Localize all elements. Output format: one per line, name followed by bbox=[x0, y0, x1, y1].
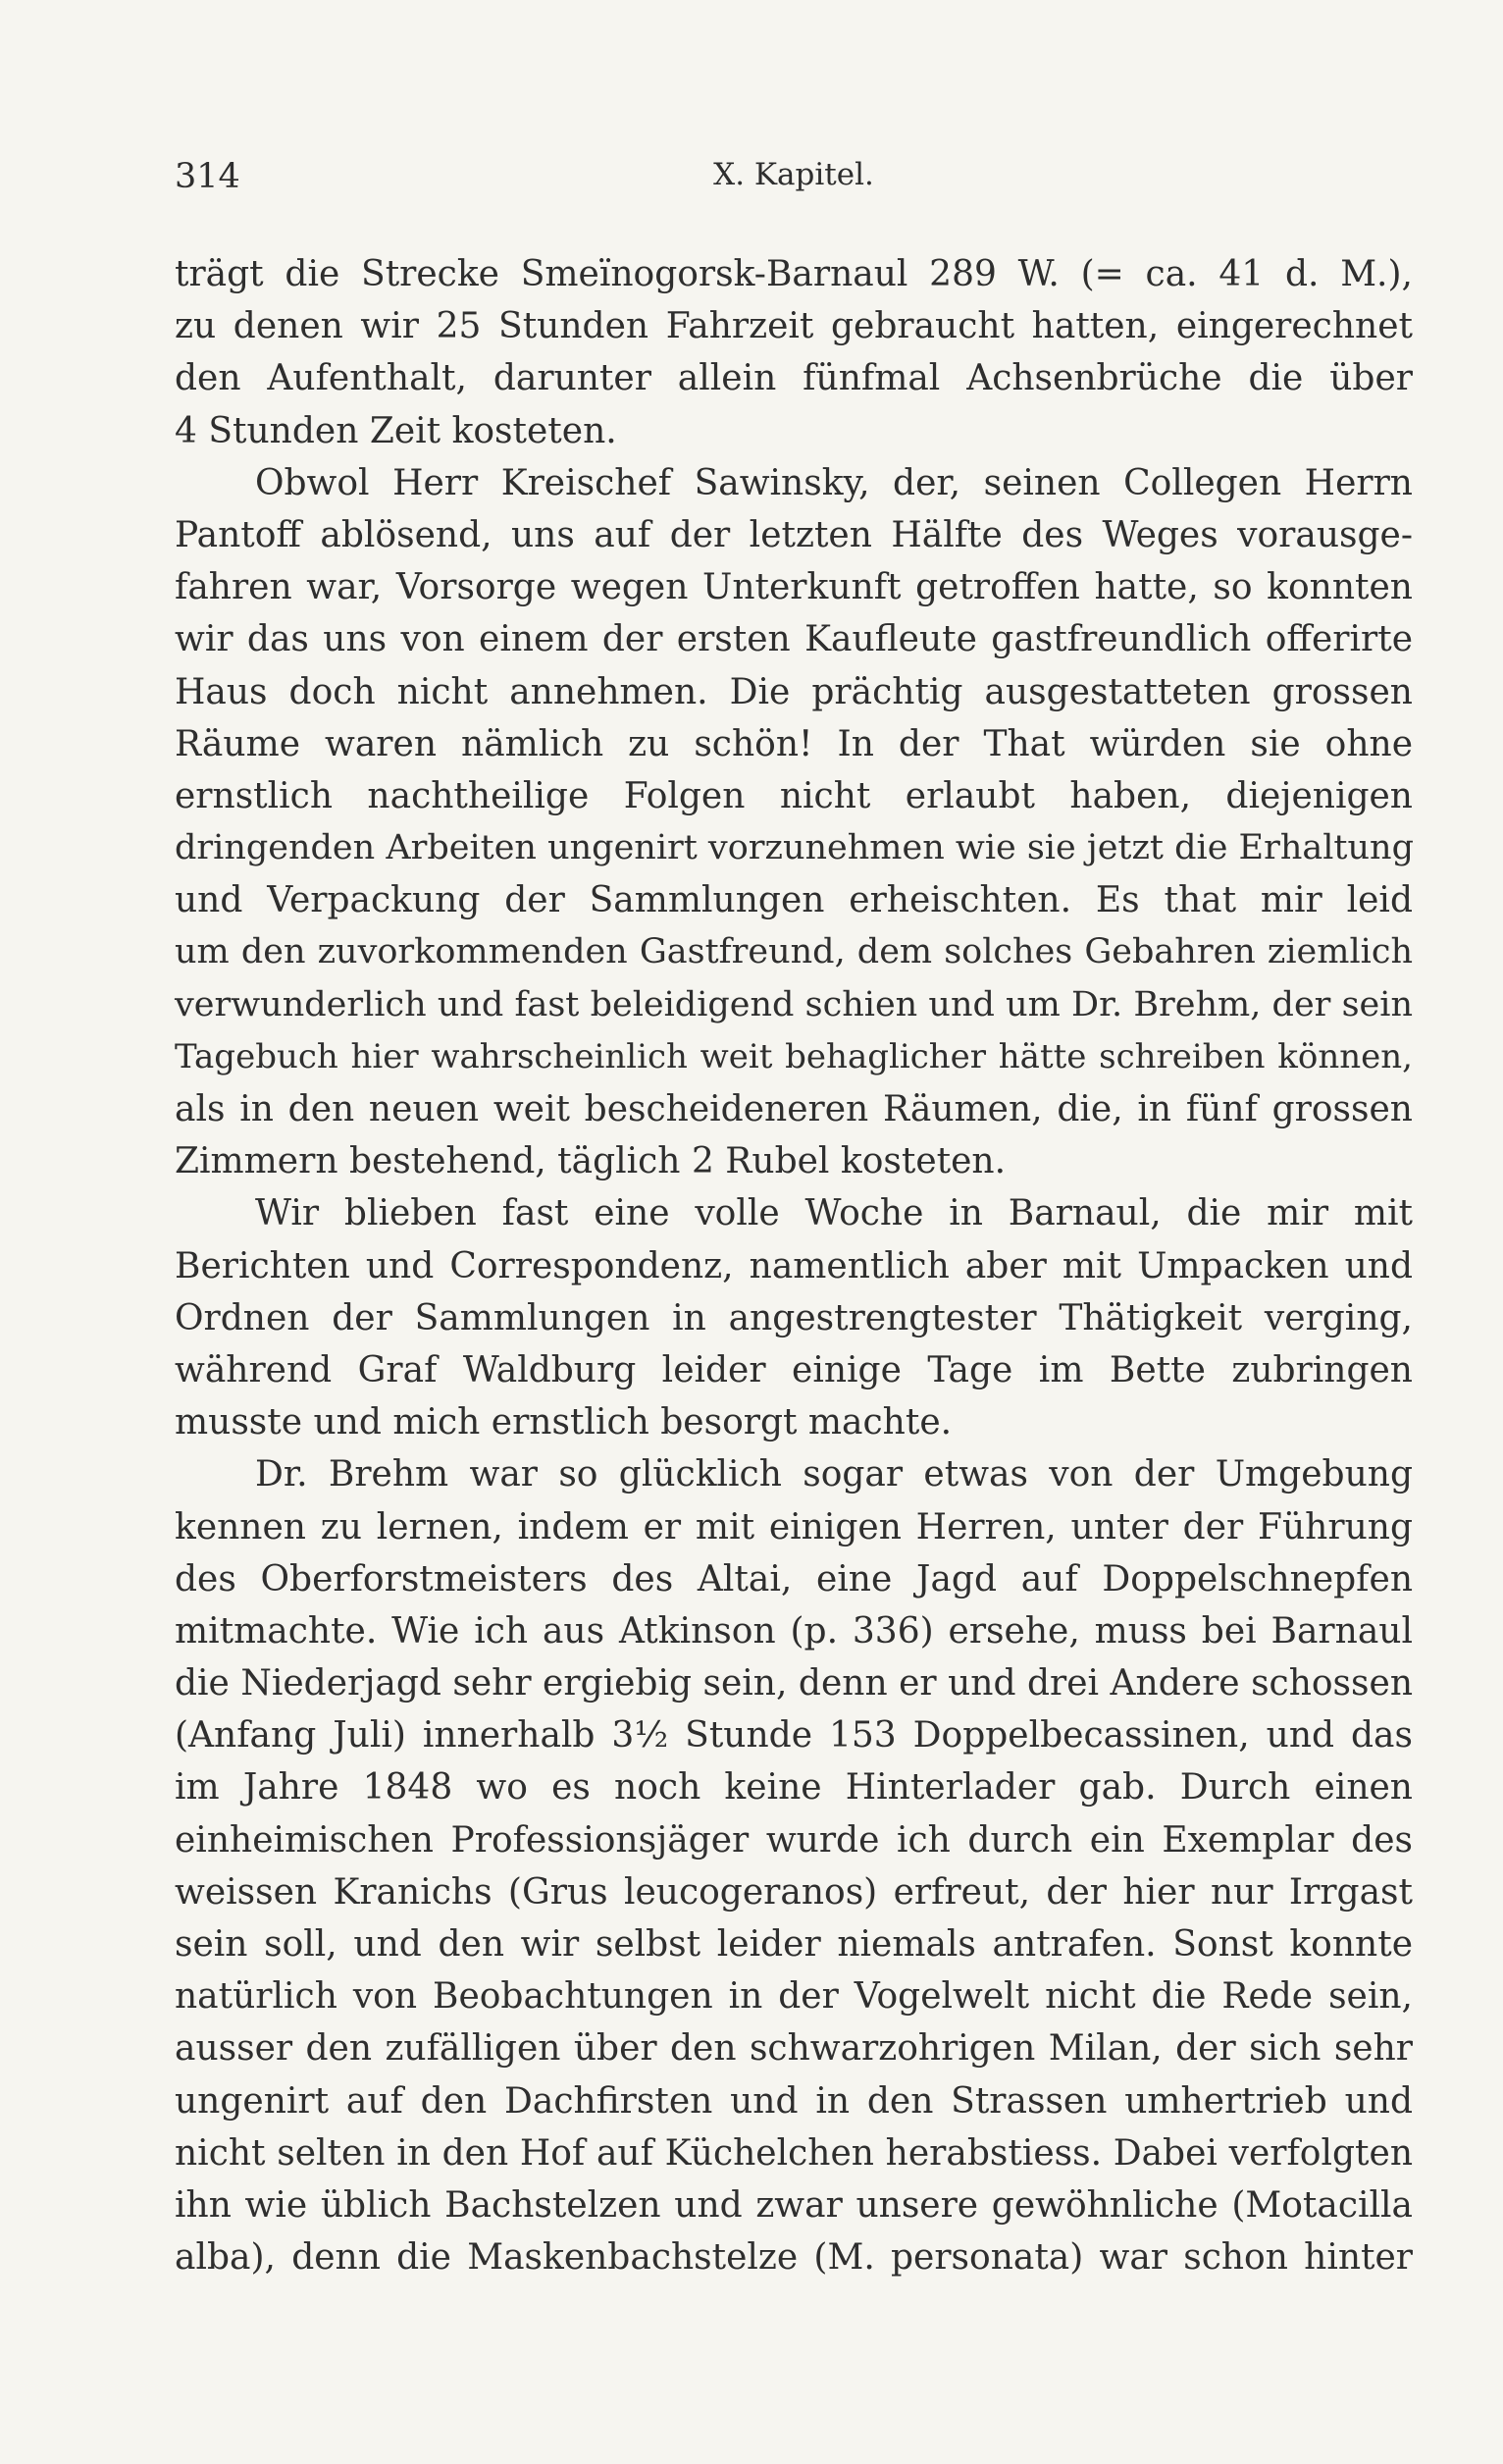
text-line: um den zuvorkommenden Gastfreund, dem solches Gebahren ziemlich bbox=[175, 932, 1413, 972]
text-line: den Aufenthalt, darunter allein fünfmal Achsenbrüche die über bbox=[175, 358, 1413, 399]
text-line: verwunderlich und fast beleidigend schien und um Dr. Brehm, der sein bbox=[175, 984, 1413, 1024]
text-line: weissen Kranichs (Grus leucogeranos) erfreut, der hier nur Irrgast bbox=[175, 1871, 1413, 1913]
text-line: Pantoff ablösend, uns auf der letzten Hälfte des Weges vorausge- bbox=[175, 514, 1413, 555]
text-line: Berichten und Correspondenz, namentlich aber mit Umpacken und bbox=[175, 1245, 1413, 1286]
text-line: als in den neuen weit bescheideneren Räumen, die, in fünf grossen bbox=[175, 1089, 1413, 1129]
text-line: natürlich von Beobachtungen in der Vogelwelt nicht die Rede sein, bbox=[175, 1976, 1413, 2018]
text-line: (Anfang Juli) innerhalb 3½ Stunde 153 Doppelbecassinen, und das bbox=[175, 1715, 1413, 1756]
text-line: fahren war, Vorsorge wegen Unterkunft getroffen hatte, so konnten bbox=[175, 567, 1413, 608]
text-line: Obwol Herr Kreischef Sawinsky, der, seinen Collegen Herrn bbox=[255, 462, 1413, 503]
text-line: ausser den zufälligen über den schwarzohrigen Milan, der sich sehr bbox=[175, 2028, 1413, 2070]
chapter-title: X. Kapitel. bbox=[713, 157, 874, 192]
text-line: während Graf Waldburg leider einige Tage im Bette zubringen bbox=[175, 1349, 1413, 1390]
text-line: Räume waren nämlich zu schön! In der That würden sie ohne bbox=[175, 723, 1413, 764]
text-line: Wir blieben fast eine volle Woche in Barnaul, die mir mit bbox=[255, 1193, 1413, 1234]
text-line: ungenirt auf den Dachfirsten und in den Strassen umhertrieb und bbox=[175, 2080, 1413, 2122]
text-line: und Verpackung der Sammlungen erheischten. Es that mir leid bbox=[175, 880, 1413, 921]
text-line: trägt die Strecke Smeïnogorsk-Barnaul 289 W. (= ca. 41 d. M.), bbox=[175, 254, 1413, 294]
body-text bbox=[175, 248, 1413, 2283]
text-line: einheimischen Professionsjäger wurde ich durch ein Exemplar des bbox=[175, 1819, 1413, 1861]
running-head bbox=[175, 157, 1413, 206]
text-line: im Jahre 1848 wo es noch keine Hinterlader gab. Durch einen bbox=[175, 1767, 1413, 1809]
text-line: kennen zu lernen, indem er mit einigen Herren, unter der Führung bbox=[175, 1506, 1413, 1547]
text-line: Dr. Brehm war so glücklich sogar etwas von der Umgebung bbox=[255, 1454, 1413, 1495]
text-line: zu denen wir 25 Stunden Fahrzeit gebraucht hatten, eingerechnet bbox=[175, 306, 1413, 347]
text-line: alba), denn die Maskenbachstelze (M. personata) war schon hinter bbox=[175, 2237, 1413, 2279]
text-line: ernstlich nachtheilige Folgen nicht erlaubt haben, diejenigen bbox=[175, 775, 1413, 816]
text-line: Tagebuch hier wahrscheinlich weit behaglicher hätte schreiben können, bbox=[175, 1036, 1413, 1076]
text-line: musste und mich ernstlich besorgt machte. bbox=[175, 1402, 953, 1443]
page-number: 314 bbox=[175, 157, 240, 196]
text-line: Zimmern bestehend, täglich 2 Rubel kosteten. bbox=[175, 1141, 1007, 1182]
text-line: dringenden Arbeiten ungenirt vorzunehmen wie sie jetzt die Erhaltung bbox=[175, 828, 1414, 868]
text-line: Ordnen der Sammlungen in angestrengtester Thätigkeit verging, bbox=[175, 1297, 1413, 1338]
text-line: des Oberforstmeisters des Altai, eine Jagd auf Doppelschnepfen bbox=[175, 1558, 1413, 1599]
text-line: 4 Stunden Zeit kosteten. bbox=[175, 410, 617, 451]
text-line: mitmachte. Wie ich aus Atkinson (p. 336) ersehe, muss bei Barnaul bbox=[175, 1610, 1413, 1651]
text-line: Haus doch nicht annehmen. Die prächtig ausgestatteten grossen bbox=[175, 671, 1413, 712]
text-line: die Niederjagd sehr ergiebig sein, denn er und drei Andere schossen bbox=[175, 1663, 1413, 1704]
text-line: wir das uns von einem der ersten Kaufleute gastfreundlich offerirte bbox=[175, 619, 1413, 660]
text-line: nicht selten in den Hof auf Küchelchen herabstiess. Dabei verfolgten bbox=[175, 2132, 1413, 2174]
text-line: sein soll, und den wir selbst leider niemals antrafen. Sonst konnte bbox=[175, 1924, 1413, 1965]
text-line: ihn wie üblich Bachstelzen und zwar unsere gewöhnliche (Motacilla bbox=[175, 2184, 1413, 2226]
